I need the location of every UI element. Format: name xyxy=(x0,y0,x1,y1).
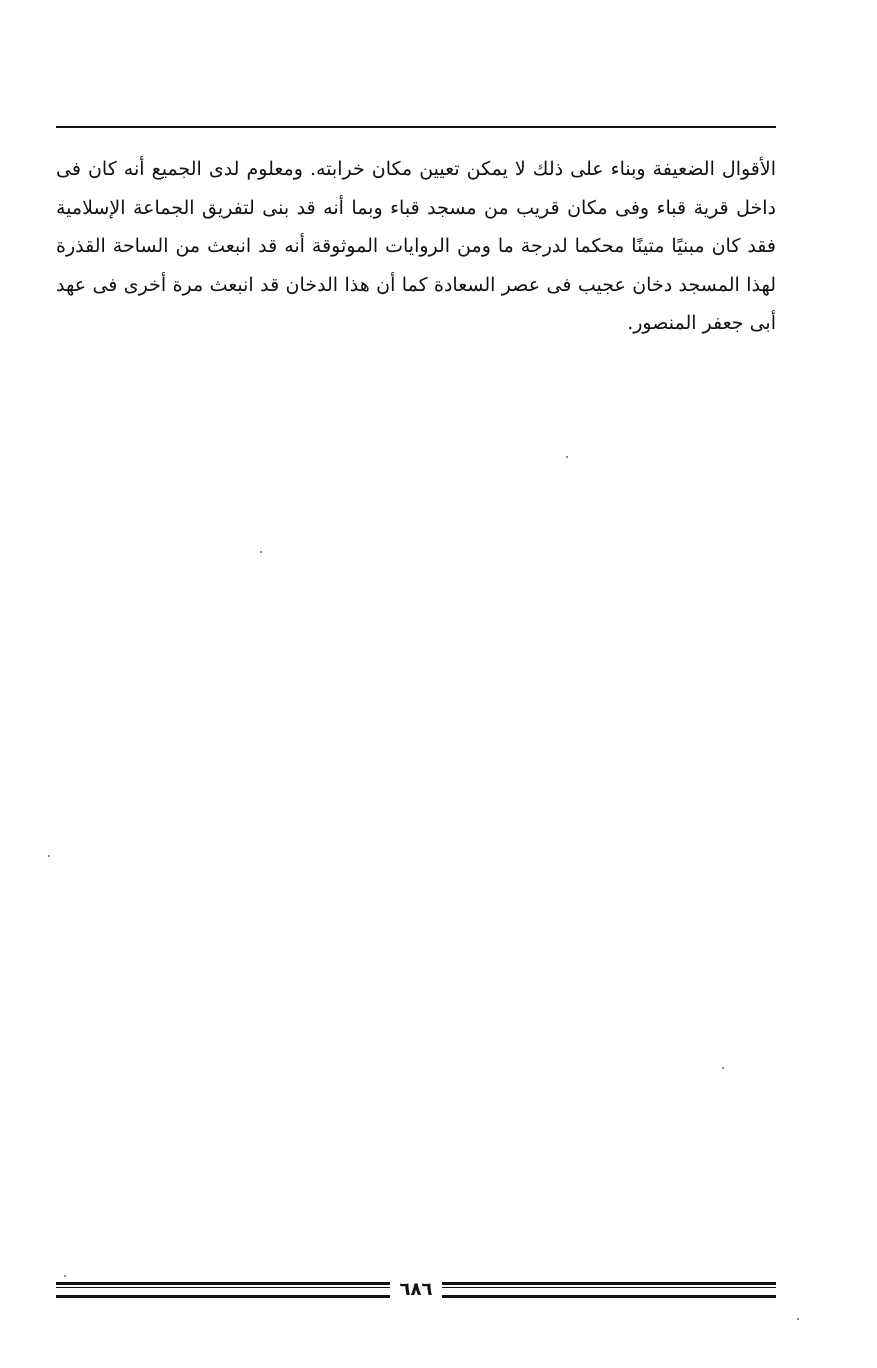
header-rule xyxy=(56,126,776,128)
body-paragraph: الأقوال الضعيفة وبناء على ذلك لا يمكن تعيين مكان خرابته. ومعلوم لدى الجميع أنه كان فى داخل قرية قباء وفى مكان قريب من مسجد قباء وبما أنه قد بنى لتفريق الجماعة الإسلامية فقد كان مبنيًا متينًا محكما لدرجة ما ومن الروايات الموثوقة أنه قد انبعث من الساحة القذرة لهذا المسجد دخان عجيب فى عصر السعادة كما أن هذا الدخان قد انبعث مرة أخرى فى عهد أبى جعفر المنصور. xyxy=(56,158,776,334)
page-number: ٦٨٦ xyxy=(399,1279,433,1300)
scan-speck xyxy=(64,1275,66,1277)
scan-speck xyxy=(566,456,568,458)
page-footer xyxy=(56,1279,776,1301)
footer-rule-left xyxy=(56,1282,390,1298)
scan-speck xyxy=(722,1067,724,1069)
scan-speck xyxy=(260,551,262,553)
scan-speck xyxy=(797,1318,799,1320)
scan-speck xyxy=(48,855,50,857)
footer-rule-right xyxy=(442,1282,776,1298)
